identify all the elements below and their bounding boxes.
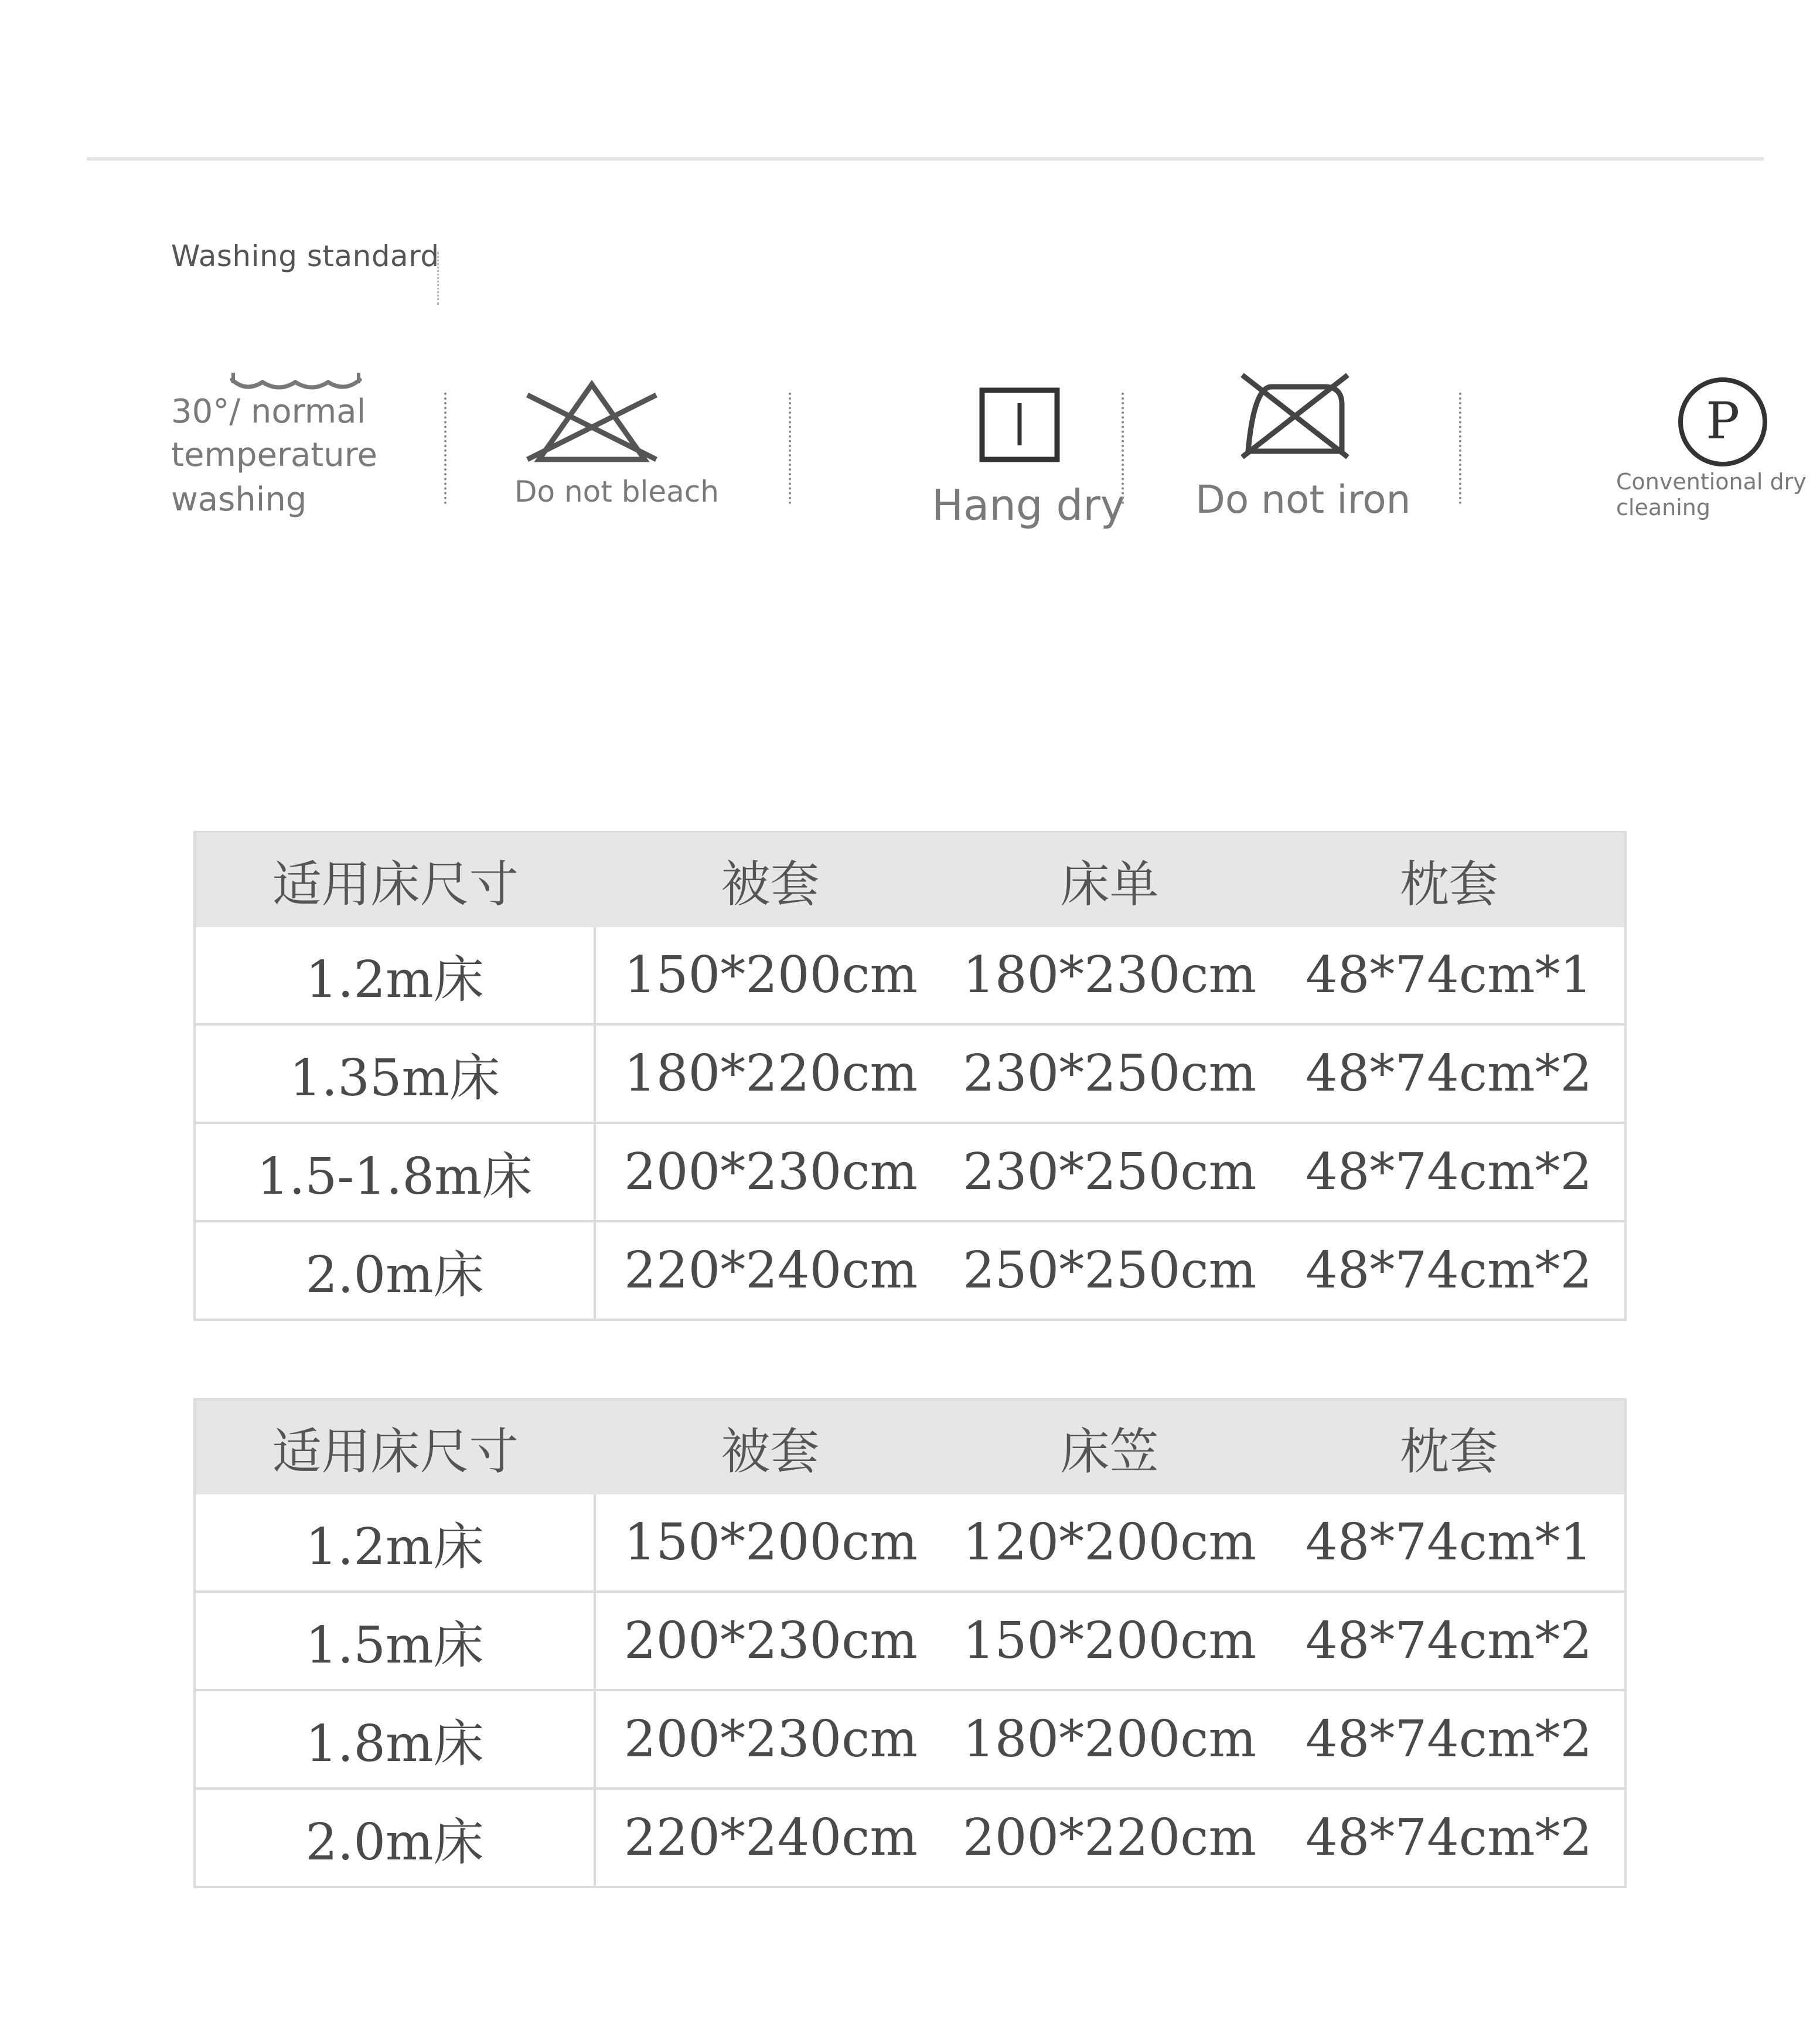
washing-standard-title: Washing standard (171, 239, 439, 273)
cell-sheet: 230*250cm (946, 1123, 1273, 1221)
cell-pillow: 48*74cm*2 (1273, 1221, 1625, 1320)
cell-fitted-sheet: 180*200cm (946, 1690, 1273, 1789)
cell-pillow: 48*74cm*1 (1305, 1513, 1593, 1572)
cell-fitted-sheet: 150*200cm (946, 1592, 1273, 1690)
cell-pillow: 48*74cm*1 (1305, 946, 1593, 1004)
table-row (195, 1592, 1625, 1690)
cell-duvet: 200*230cm (595, 1592, 946, 1690)
cell-duvet: 180*220cm (595, 1024, 946, 1123)
cell-pillow: 48*74cm*2 (1273, 1789, 1625, 1887)
svg-text:P: P (1706, 392, 1740, 451)
care-no-bleach (486, 369, 814, 545)
care-separator (789, 393, 793, 504)
cell-duvet: 220*240cm (595, 1221, 946, 1320)
table-row (195, 1690, 1625, 1789)
cell-sheet: 230*250cm (946, 1024, 1273, 1123)
cell-bed-size: 1.2m床 (195, 1494, 595, 1592)
cell-duvet: 200*230cm (595, 1123, 946, 1221)
cell-pillow: 48*74cm*2 (1273, 1592, 1625, 1690)
no-iron-label: Do not iron (1195, 477, 1411, 522)
table-header-row (195, 832, 1625, 927)
cell-bed-size: 1.35m床 (195, 1024, 595, 1123)
table-row (195, 927, 1625, 1024)
header-sheet: 床单 (946, 832, 1273, 927)
table-row (195, 1123, 1625, 1221)
cell-duvet: 150*200cm (624, 946, 918, 1004)
cell-pillow: 48*74cm*2 (1273, 1123, 1625, 1221)
hang-dry-icon (979, 387, 1061, 463)
cell-bed-size: 1.2m床 (195, 927, 595, 1024)
top-divider (87, 157, 1764, 161)
wash-temperature-text: 30°/ normal (171, 393, 366, 431)
cell-bed-size: 1.5-1.8m床 (195, 1123, 595, 1221)
table-row (195, 1494, 1625, 1592)
cell-bed-size: 2.0m床 (195, 1789, 595, 1887)
cell-bed-size: 1.8m床 (195, 1690, 595, 1789)
header-pillowcase: 枕套 (1273, 832, 1625, 927)
dry-clean-label: Conventional dry cleaning (1616, 469, 1807, 520)
cell-bed-size: 1.5m床 (195, 1592, 595, 1690)
cell-fitted-sheet: 200*220cm (946, 1789, 1273, 1887)
table-row (195, 1221, 1625, 1320)
care-dry-cleaning (1512, 369, 1807, 545)
size-table-fitted-sheet (193, 1398, 1627, 1888)
cell-sheet: 250*250cm (946, 1221, 1273, 1320)
hang-dry-label: Hang dry (932, 481, 1126, 530)
title-divider (437, 252, 441, 305)
care-separator (1459, 393, 1464, 504)
table-row (195, 1789, 1625, 1887)
care-wash-30 (171, 369, 441, 545)
header-pillowcase: 枕套 (1273, 1399, 1625, 1494)
header-duvet-cover: 被套 (595, 1399, 946, 1494)
table-row (195, 1024, 1625, 1123)
cell-sheet: 180*230cm (963, 946, 1257, 1004)
size-table-flat-sheet (193, 831, 1627, 1321)
cell-duvet: 200*230cm (595, 1690, 946, 1789)
no-bleach-label: Do not bleach (514, 475, 719, 509)
no-bleach-icon (522, 377, 662, 465)
cell-bed-size: 2.0m床 (195, 1221, 595, 1320)
header-duvet-cover: 被套 (595, 832, 946, 927)
cell-fitted-sheet: 120*200cm (963, 1513, 1257, 1572)
wash-temperature-line2: temperature (171, 436, 377, 474)
care-no-iron (1172, 369, 1524, 545)
wash-temperature-line3: washing (171, 481, 307, 519)
table-header-row (195, 1399, 1625, 1494)
care-instructions-row (158, 369, 1807, 545)
cell-duvet: 150*200cm (623, 1513, 918, 1572)
header-bed-size: 适用床尺寸 (195, 832, 595, 927)
cell-pillow: 48*74cm*2 (1273, 1024, 1625, 1123)
care-hang-dry (832, 369, 1160, 545)
care-separator (444, 393, 449, 504)
cell-duvet: 220*240cm (595, 1789, 946, 1887)
dry-clean-p-icon (1676, 375, 1770, 469)
no-iron-icon (1236, 369, 1354, 463)
cell-pillow: 48*74cm*2 (1273, 1690, 1625, 1789)
care-separator (1122, 393, 1126, 504)
header-bed-size: 适用床尺寸 (195, 1399, 595, 1494)
header-fitted-sheet: 床笠 (946, 1399, 1273, 1494)
